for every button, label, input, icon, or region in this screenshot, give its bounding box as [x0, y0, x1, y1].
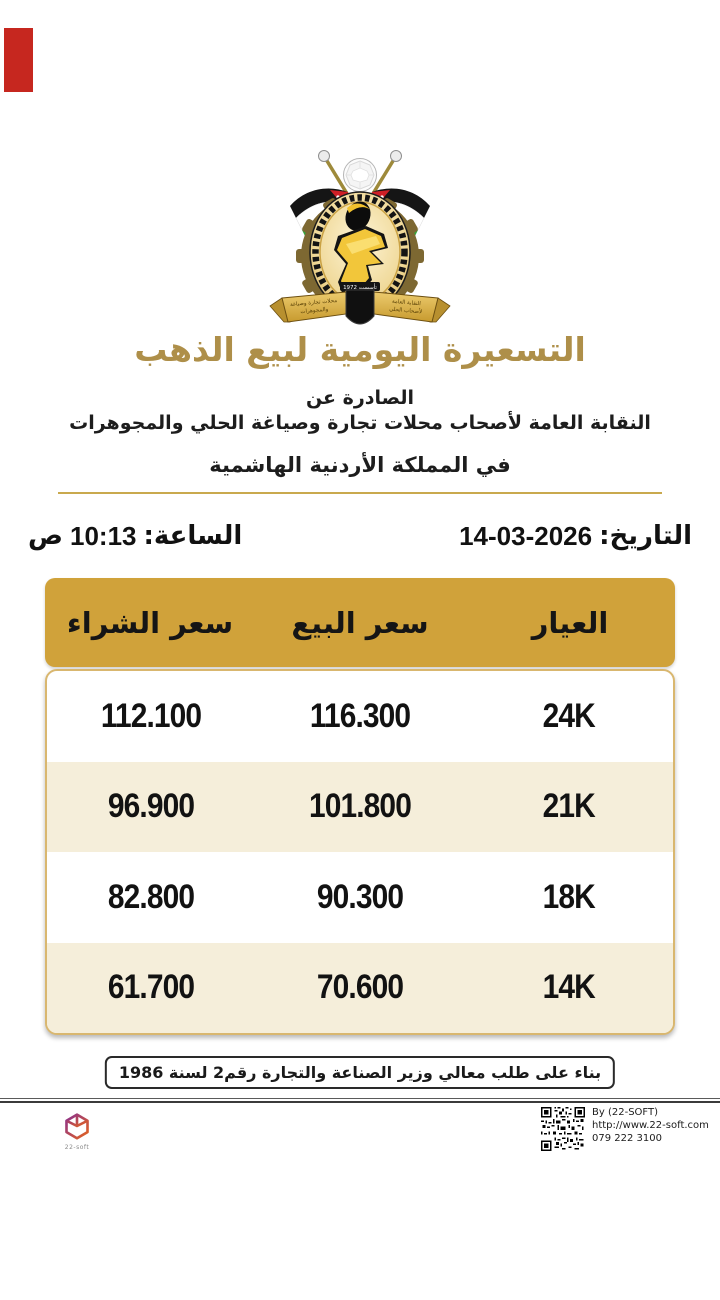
buy-price-21k: 96.900 — [108, 787, 195, 826]
gold-divider — [58, 492, 662, 494]
karat-18k: 18K — [542, 877, 595, 916]
banner-ribbon-icon — [270, 282, 450, 324]
column-header-karat: العيار — [531, 605, 609, 640]
credits-by: By (22-SOFT) — [592, 1107, 658, 1118]
credits-block — [592, 1106, 718, 1145]
table-row-24k — [47, 671, 673, 762]
page-title: التسعيرة اليومية لبيع الذهب — [134, 330, 586, 369]
column-header-buy: سعر الشراء — [66, 605, 234, 640]
sell-price-21k: 101.800 — [309, 787, 411, 826]
credits-phone: 079 222 3100 — [592, 1133, 662, 1144]
date-value: 14-03-2026 — [459, 520, 593, 551]
table-row-18k — [47, 852, 673, 943]
price-table — [45, 669, 675, 1035]
footer-divider — [0, 1098, 720, 1103]
emblem-established-text: تأسست 1972 — [343, 285, 377, 291]
cube-logo-label: 22-soft — [64, 1144, 90, 1151]
sell-price-24k: 116.300 — [309, 696, 411, 735]
table-row-14k — [47, 943, 673, 1034]
gem-icon — [344, 159, 377, 192]
syndicate-line: النقابة العامة لأصحاب محلات تجارة وصياغة الحلي والمجوهرات — [69, 412, 651, 434]
credits-url: http://www.22-soft.com — [592, 1120, 709, 1131]
ministerial-note: بناء على طلب معالي وزير الصناعة والتجارة رقم2 لسنة 1986 — [105, 1056, 615, 1089]
time-label: الساعة: — [143, 521, 243, 551]
time-part — [28, 521, 242, 552]
table-header — [45, 578, 675, 667]
time-period: ص — [28, 521, 63, 551]
date-part — [459, 521, 692, 552]
buy-price-14k: 61.700 — [108, 968, 195, 1007]
svg-text:محلات تجارة وصياغة: محلات تجارة وصياغة — [289, 297, 338, 309]
syndicate-emblem — [268, 144, 452, 336]
karat-14k: 14K — [542, 968, 595, 1007]
time-value: 10:13 — [69, 520, 137, 551]
karat-21k: 21K — [542, 787, 595, 826]
kingdom-line: في المملكة الأردنية الهاشمية — [209, 453, 511, 477]
sell-price-14k: 70.600 — [316, 968, 404, 1007]
qr-code-icon — [541, 1107, 585, 1151]
software-vendor-logo — [60, 1112, 94, 1151]
issued-by-line: الصادرة عن — [305, 387, 415, 409]
table-row-21k — [47, 762, 673, 853]
cube-logo-icon — [62, 1112, 92, 1140]
buy-price-18k: 82.800 — [108, 877, 195, 916]
date-label: التاريخ: — [599, 521, 692, 551]
buy-price-24k: 112.100 — [101, 696, 202, 735]
sell-price-18k: 90.300 — [316, 877, 404, 916]
karat-24k: 24K — [542, 696, 595, 735]
red-badge — [4, 28, 33, 92]
column-header-sell: سعر البيع — [291, 605, 429, 640]
svg-text:والمجوهرات: والمجوهرات — [300, 306, 329, 316]
svg-text:النقابة العامة: النقابة العامة — [391, 298, 422, 308]
svg-text:لأصحاب الحلي: لأصحاب الحلي — [388, 306, 423, 316]
datetime-row — [0, 512, 720, 560]
syndicate-emblem-icon — [268, 144, 452, 336]
